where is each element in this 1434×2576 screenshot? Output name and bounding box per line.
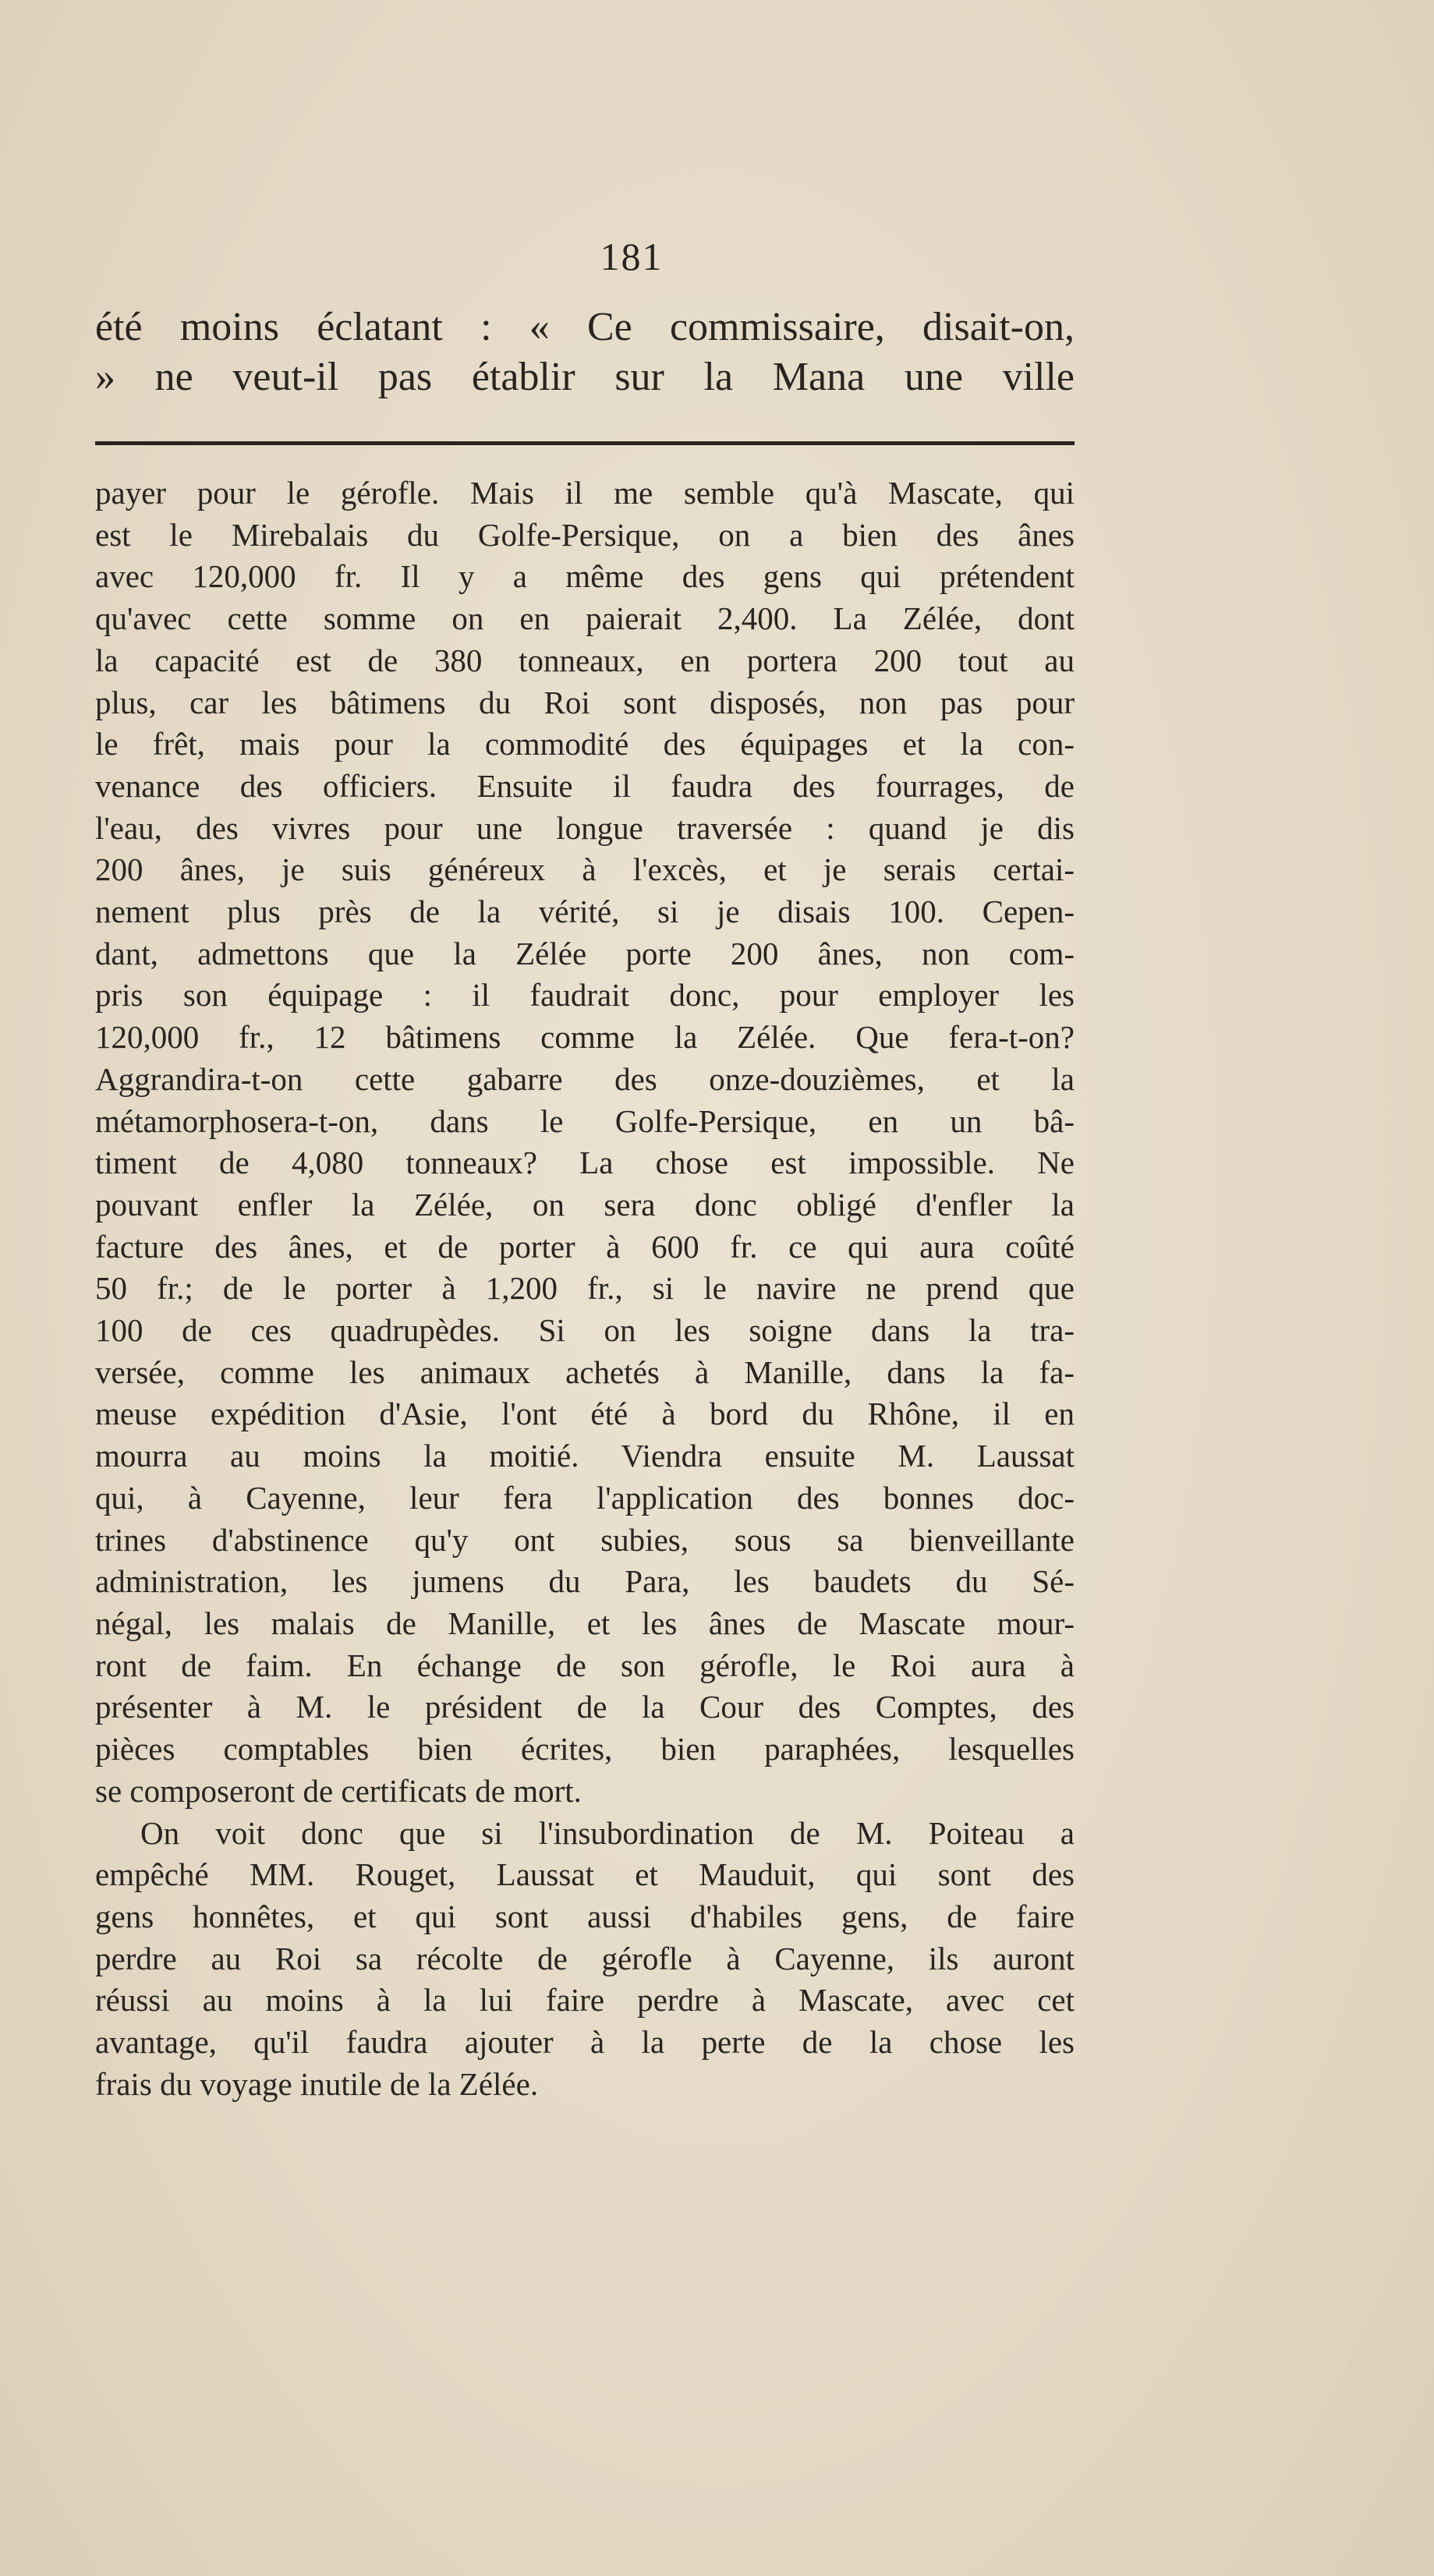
footnote-line: venance des officiers. Ensuite il faudra des fourrages, de: [95, 767, 1075, 804]
footnote-line: pièces comptables bien écrites, bien paraphées, lesquelles: [95, 1731, 1075, 1767]
footnote-line: présenter à M. le président de la Cour des Comptes, des: [95, 1689, 1075, 1725]
footnote-line: versée, comme les animaux achetés à Manille, dans la fa-: [95, 1353, 1075, 1390]
footnote-line: est le Mirebalais du Golfe-Persique, on a bien des ânes: [95, 516, 1075, 553]
main-text-line: » ne veut-il pas établir sur la Mana une ville: [95, 355, 1075, 399]
footnote-line: l'eau, des vivres pour une longue traversée : quand je dis: [95, 809, 1075, 846]
footnote-line: empêché MM. Rouget, Laussat et Mauduit, qui sont des: [95, 1856, 1075, 1893]
footnote-line: frais du voyage inutile de la Zélée.: [95, 2065, 539, 2102]
footnote-line: le frêt, mais pour la commodité des équipages et la con-: [95, 726, 1075, 763]
footnote-line: 50 fr.; de le porter à 1,200 fr., si le navire ne prend que: [95, 1270, 1075, 1307]
footnote-line: avantage, qu'il faudra ajouter à la perte de la chose les: [95, 2024, 1075, 2061]
footnote-line: meuse expédition d'Asie, l'ont été à bord du Rhône, il en: [95, 1396, 1075, 1432]
footnote-line: pris son équipage : il faudrait donc, pour employer les: [95, 977, 1075, 1014]
footnote-line: qu'avec cette somme on en paierait 2,400. La Zélée, dont: [95, 600, 1075, 637]
footnote-line: réussi au moins à la lui faire perdre à Mascate, avec cet: [95, 1982, 1075, 2019]
main-text: [95, 303, 1075, 402]
main-text-line: été moins éclatant : « Ce commissaire, disait-on,: [95, 305, 1075, 349]
footnote-line: mourra au moins la moitié. Viendra ensuite M. Laussat: [95, 1438, 1075, 1474]
footnote-line: perdre au Roi sa récolte de gérofle à Cayenne, ils auront: [95, 1940, 1075, 1976]
footnote-line: On voit donc que si l'insubordination de M. Poiteau a: [140, 1814, 1075, 1851]
footnote-line: négal, les malais de Manille, et les ânes de Mascate mour-: [95, 1605, 1075, 1641]
footnote-line: facture des ânes, et de porter à 600 fr. ce qui aura coûté: [95, 1228, 1075, 1265]
footnote-line: gens honnêtes, et qui sont aussi d'habiles gens, de faire: [95, 1898, 1075, 1934]
footnote-line: 100 de ces quadrupèdes. Si on les soigne dans la tra-: [95, 1312, 1075, 1349]
footnote-line: dant, admettons que la Zélée porte 200 ânes, non com-: [95, 935, 1075, 971]
footnote-line: trines d'abstinence qu'y ont subies, sous sa bienveillante: [95, 1521, 1075, 1558]
footnote-line: qui, à Cayenne, leur fera l'application des bonnes doc-: [95, 1479, 1075, 1516]
footnote-line: la capacité est de 380 tonneaux, en portera 200 tout au: [95, 642, 1075, 678]
footnote-line: Aggrandira-t-on cette gabarre des onze-douzièmes, et la: [95, 1060, 1075, 1097]
footnote-line: 120,000 fr., 12 bâtimens comme la Zélée. Que fera-t-on?: [95, 1019, 1075, 1056]
footnote-separator-rule: [95, 441, 1075, 445]
footnote-line: avec 120,000 fr. Il y a même des gens qui prétendent: [95, 558, 1075, 595]
footnote-text: [95, 472, 1075, 2105]
footnote-line: administration, les jumens du Para, les baudets du Sé-: [95, 1563, 1075, 1600]
footnote-line: 200 ânes, je suis généreux à l'excès, et je serais certai-: [95, 851, 1075, 888]
footnote-line: métamorphosera-t-on, dans le Golfe-Persique, en un bâ-: [95, 1102, 1075, 1139]
footnote-line: pouvant enfler la Zélée, on sera donc obligé d'enfler la: [95, 1186, 1075, 1223]
footnote-line: timent de 4,080 tonneaux? La chose est impossible. Ne: [95, 1145, 1075, 1181]
footnote-line: payer pour le gérofle. Mais il me semble qu'à Mascate, qui: [95, 475, 1075, 511]
footnote-line: plus, car les bâtimens du Roi sont disposés, non pas pour: [95, 684, 1075, 720]
footnote-line: nement plus près de la vérité, si je disais 100. Cepen-: [95, 893, 1075, 930]
page-number: 181: [600, 235, 664, 278]
footnote-line: se composeront de certificats de mort.: [95, 1772, 582, 1809]
footnote-line: ront de faim. En échange de son gérofle, le Roi aura à: [95, 1647, 1075, 1683]
